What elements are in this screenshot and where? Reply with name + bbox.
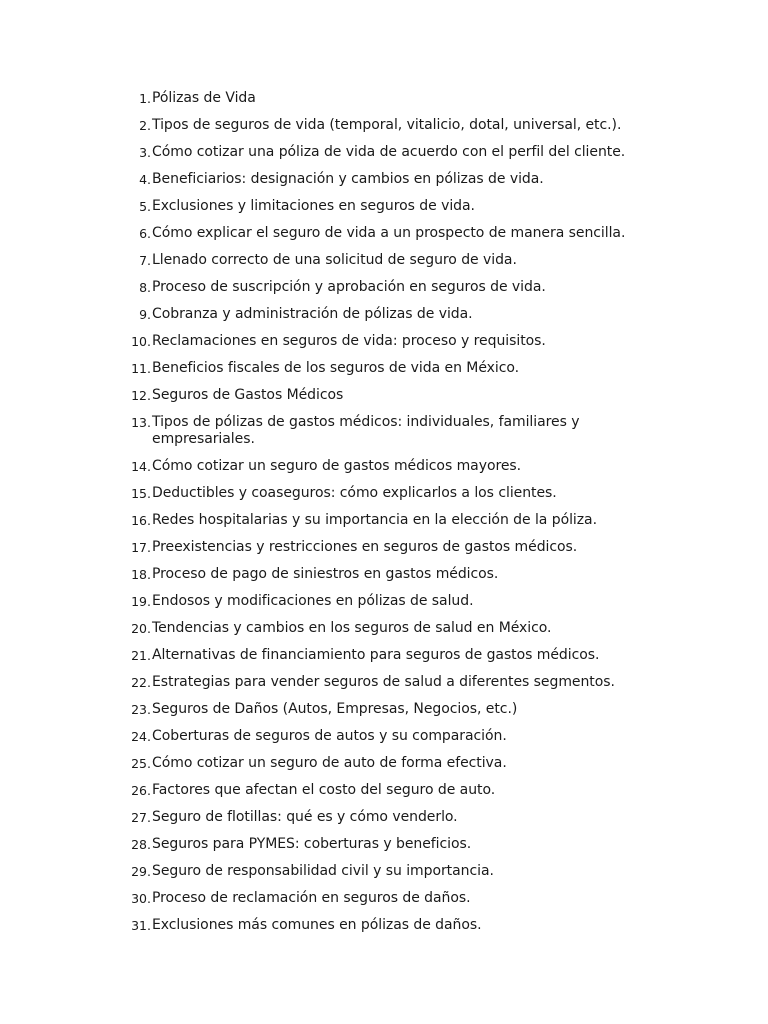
item-number: 26. xyxy=(131,783,151,798)
item-number: 1. xyxy=(139,91,151,106)
item-text: Pólizas de Vida xyxy=(152,90,256,106)
item-number: 31. xyxy=(131,918,151,933)
list-item xyxy=(120,755,640,772)
list-item xyxy=(120,485,640,502)
item-number: 4. xyxy=(139,172,151,187)
item-number: 7. xyxy=(139,253,151,268)
list-item xyxy=(120,782,640,799)
list-item xyxy=(120,674,640,691)
item-text: Cómo cotizar un seguro de gastos médicos mayores. xyxy=(152,458,522,474)
item-number: 16. xyxy=(131,513,151,528)
item-text: Llenado correcto de una solicitud de seguro de vida. xyxy=(152,252,517,268)
list-item xyxy=(120,647,640,664)
list-item xyxy=(120,171,640,188)
item-text: Preexistencias y restricciones en seguros de gastos médicos. xyxy=(152,539,578,555)
item-text: Tipos de pólizas de gastos médicos: individuales, familiares y empresariales. xyxy=(152,414,580,447)
item-text: Coberturas de seguros de autos y su comparación. xyxy=(152,728,507,744)
item-number: 19. xyxy=(131,594,151,609)
item-text: Exclusiones más comunes en pólizas de daños. xyxy=(152,917,482,933)
list-item xyxy=(120,306,640,323)
item-text: Cómo explicar el seguro de vida a un prospecto de manera sencilla. xyxy=(152,225,626,241)
list-item xyxy=(120,836,640,853)
item-number: 22. xyxy=(131,675,151,690)
item-text: Cómo cotizar una póliza de vida de acuerdo con el perfil del cliente. xyxy=(152,144,626,160)
item-text: Tendencias y cambios en los seguros de salud en México. xyxy=(152,620,552,636)
item-text: Endosos y modificaciones en pólizas de salud. xyxy=(152,593,474,609)
item-number: 28. xyxy=(131,837,151,852)
list-item xyxy=(120,144,640,161)
item-text: Seguros de Gastos Médicos xyxy=(152,387,344,403)
item-number: 8. xyxy=(139,280,151,295)
list-item xyxy=(120,809,640,826)
list-item xyxy=(120,458,640,475)
item-number: 18. xyxy=(131,567,151,582)
list-item xyxy=(120,728,640,745)
list-item xyxy=(120,512,640,529)
item-text: Seguros de Daños (Autos, Empresas, Negocios, etc.) xyxy=(152,701,518,717)
item-text: Cómo cotizar un seguro de auto de forma efectiva. xyxy=(152,755,507,771)
item-number: 11. xyxy=(131,361,151,376)
list-item xyxy=(120,593,640,610)
numbered-list xyxy=(120,90,640,944)
list-item xyxy=(120,279,640,296)
item-text: Exclusiones y limitaciones en seguros de vida. xyxy=(152,198,475,214)
list-item xyxy=(120,360,640,377)
list-item xyxy=(120,890,640,907)
item-text: Cobranza y administración de pólizas de vida. xyxy=(152,306,473,322)
item-number: 25. xyxy=(131,756,151,771)
item-number: 30. xyxy=(131,891,151,906)
item-number: 29. xyxy=(131,864,151,879)
item-number: 12. xyxy=(131,388,151,403)
item-text: Alternativas de financiamiento para seguros de gastos médicos. xyxy=(152,647,600,663)
item-number: 2. xyxy=(139,118,151,133)
item-number: 21. xyxy=(131,648,151,663)
list-item xyxy=(120,917,640,934)
item-text: Seguro de flotillas: qué es y cómo venderlo. xyxy=(152,809,458,825)
list-item xyxy=(120,539,640,556)
list-item xyxy=(120,198,640,215)
list-item xyxy=(120,387,640,404)
item-number: 3. xyxy=(139,145,151,160)
item-text: Seguro de responsabilidad civil y su importancia. xyxy=(152,863,494,879)
list-item xyxy=(120,701,640,718)
list-item xyxy=(120,90,640,107)
item-number: 5. xyxy=(139,199,151,214)
item-number: 14. xyxy=(131,459,151,474)
list-item xyxy=(120,620,640,637)
list-item xyxy=(120,117,640,134)
item-text: Proceso de reclamación en seguros de daños. xyxy=(152,890,471,906)
item-text: Reclamaciones en seguros de vida: proceso y requisitos. xyxy=(152,333,546,349)
item-text: Proceso de suscripción y aprobación en seguros de vida. xyxy=(152,279,546,295)
item-text: Factores que afectan el costo del seguro de auto. xyxy=(152,782,496,798)
item-number: 6. xyxy=(139,226,151,241)
item-number: 9. xyxy=(139,307,151,322)
list-item xyxy=(120,252,640,269)
item-number: 20. xyxy=(131,621,151,636)
item-number: 24. xyxy=(131,729,151,744)
list-item xyxy=(120,225,640,242)
item-text: Beneficios fiscales de los seguros de vida en México. xyxy=(152,360,520,376)
item-number: 13. xyxy=(131,415,151,430)
item-number: 10. xyxy=(131,334,151,349)
item-text: Tipos de seguros de vida (temporal, vitalicio, dotal, universal, etc.). xyxy=(152,117,622,133)
item-text: Estrategias para vender seguros de salud a diferentes segmentos. xyxy=(152,674,615,690)
list-item xyxy=(120,333,640,350)
item-text: Deductibles y coaseguros: cómo explicarlos a los clientes. xyxy=(152,485,557,501)
item-text: Redes hospitalarias y su importancia en la elección de la póliza. xyxy=(152,512,597,528)
item-text: Beneficiarios: designación y cambios en pólizas de vida. xyxy=(152,171,544,187)
item-text: Seguros para PYMES: coberturas y beneficios. xyxy=(152,836,472,852)
item-number: 23. xyxy=(131,702,151,717)
list-item xyxy=(120,566,640,583)
item-number: 17. xyxy=(131,540,151,555)
list-item xyxy=(120,863,640,880)
item-text: Proceso de pago de siniestros en gastos médicos. xyxy=(152,566,499,582)
item-number: 15. xyxy=(131,486,151,501)
list-item xyxy=(120,414,640,448)
item-number: 27. xyxy=(131,810,151,825)
